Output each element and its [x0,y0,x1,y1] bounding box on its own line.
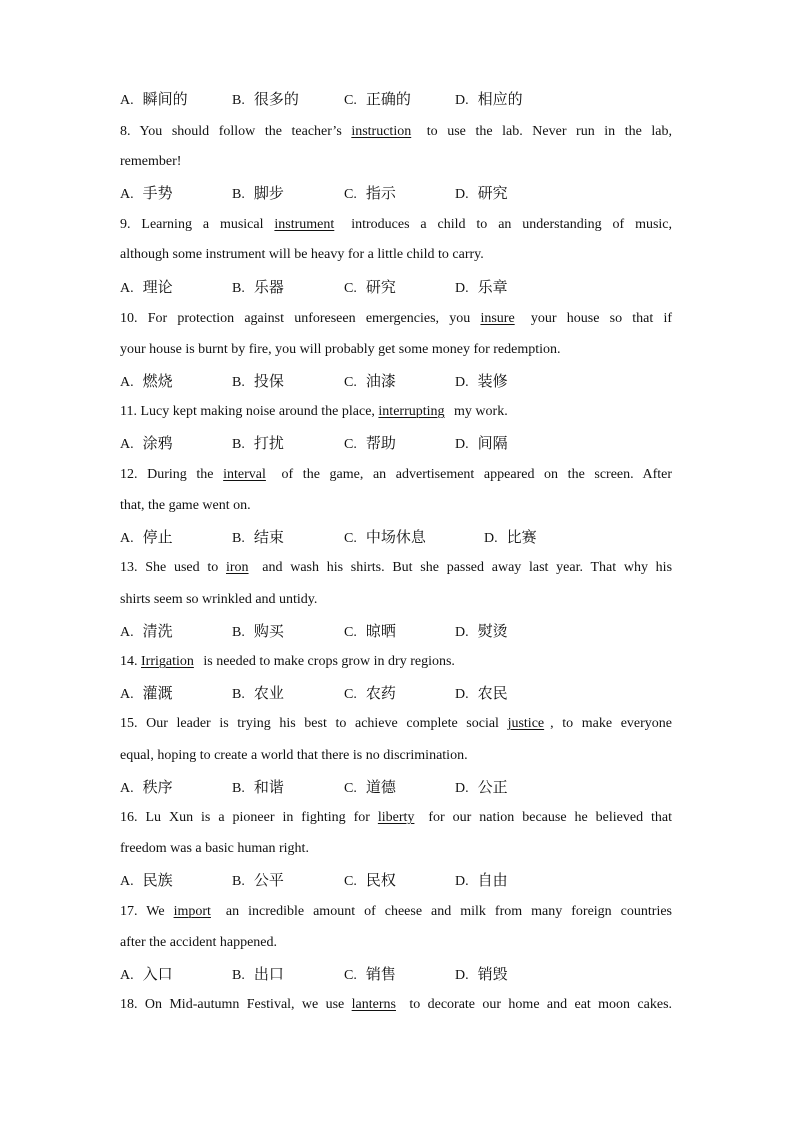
option-c: C. 正确的 [344,90,411,108]
option-c: C. 指示 [344,184,396,202]
option-a: A. 停止 [120,528,173,546]
question-9-line-2: although some instrument will be heavy for a little child to carry. [120,247,484,262]
question-15-line-1: 15. Our leader is trying his best to achieve complete social justice , to make everyone [120,716,672,731]
question-17-line-2: after the accident happened. [120,935,278,950]
option-c: C. 油漆 [344,372,396,390]
target-word: instruction [351,124,412,139]
option-b: B. 脚步 [232,184,284,202]
option-a: A. 手势 [120,184,173,202]
option-c: C. 销售 [344,965,396,983]
target-word: instrument [274,217,335,232]
question-10-line-1: 10. For protection against unforeseen emergencies, you insure your house so that if [120,311,673,326]
option-c: C. 晾晒 [344,622,396,640]
option-c: C. 道德 [344,778,396,796]
option-d: D. 装修 [455,372,508,390]
question-12-line-1: 12. During the interval of the game, an advertisement appeared on the screen. After [120,467,673,482]
option-d: D. 销毁 [455,965,508,983]
question-15-line-2: equal, hoping to create a world that there is no discrimination. [120,748,468,763]
target-word: liberty [377,810,415,825]
option-d: D. 熨烫 [455,622,508,640]
question-18-line-1: 18. On Mid-autumn Festival, we use lanterns to decorate our home and eat moon cakes. [120,997,673,1012]
option-a: A. 灌溉 [120,684,173,702]
option-a: A. 理论 [120,278,173,296]
question-11-line-1: 11. Lucy kept making noise around the place, interrupting my work. [120,404,508,419]
question-13-line-2: shirts seem so wrinkled and untidy. [120,592,318,607]
target-word: lanterns [351,997,396,1012]
question-8-line-1: 8. You should follow the teacher’s instruction to use the lab. Never run in the lab, [120,124,672,139]
question-8-line-2: remember! [120,154,182,169]
question-13-line-1: 13. She used to iron and wash his shirts. But she passed away last year. That why his [120,560,673,575]
target-word: interrupting [378,404,445,419]
question-9-line-1: 9. Learning a musical instrument introduces a child to an understanding of music, [120,217,673,232]
option-d: D. 研究 [455,184,508,202]
option-b: B. 很多的 [232,90,299,108]
option-b: B. 出口 [232,965,284,983]
target-word: insure [480,311,515,326]
option-c: C. 帮助 [344,434,396,452]
question-16-line-2: freedom was a basic human right. [120,841,309,856]
option-c: C. 民权 [344,871,396,889]
option-d: D. 乐章 [455,278,508,296]
option-b: B. 农业 [232,684,284,702]
option-b: B. 和谐 [232,778,284,796]
target-word: iron [225,560,249,575]
question-12-line-2: that, the game went on. [120,498,251,513]
option-b: B. 乐器 [232,278,284,296]
question-17-line-1: 17. We import an incredible amount of cheese and milk from many foreign countries [120,904,672,919]
option-a: A. 燃烧 [120,372,173,390]
option-d: D. 公正 [455,778,508,796]
option-d: D. 间隔 [455,434,508,452]
option-a: A. 秩序 [120,778,173,796]
target-word: import [173,904,211,919]
option-b: B. 公平 [232,871,284,889]
option-c: C. 研究 [344,278,396,296]
option-b: B. 投保 [232,372,284,390]
option-d: D. 自由 [455,871,508,889]
option-b: B. 打扰 [232,434,284,452]
question-14-line-1: 14. Irrigation is needed to make crops grow in dry regions. [120,654,455,669]
option-a: A. 民族 [120,871,173,889]
option-c: C. 中场休息 [344,528,426,546]
option-d: D. 农民 [455,684,508,702]
option-a: A. 涂鸦 [120,434,173,452]
target-word: Irrigation [141,654,194,669]
option-a: A. 入口 [120,965,173,983]
target-word: justice [507,716,545,731]
option-c: C. 农药 [344,684,396,702]
target-word: interval [223,467,266,482]
option-a: A. 瞬间的 [120,90,188,108]
option-b: B. 结束 [232,528,284,546]
option-a: A. 清洗 [120,622,173,640]
option-b: B. 购买 [232,622,284,640]
option-d: D. 比赛 [484,528,537,546]
question-16-line-1: 16. Lu Xun is a pioneer in fighting for liberty for our nation because he believed that [120,810,673,825]
question-10-line-2: your house is burnt by fire, you will probably get some money for redemption. [120,342,561,357]
option-d: D. 相应的 [455,90,523,108]
